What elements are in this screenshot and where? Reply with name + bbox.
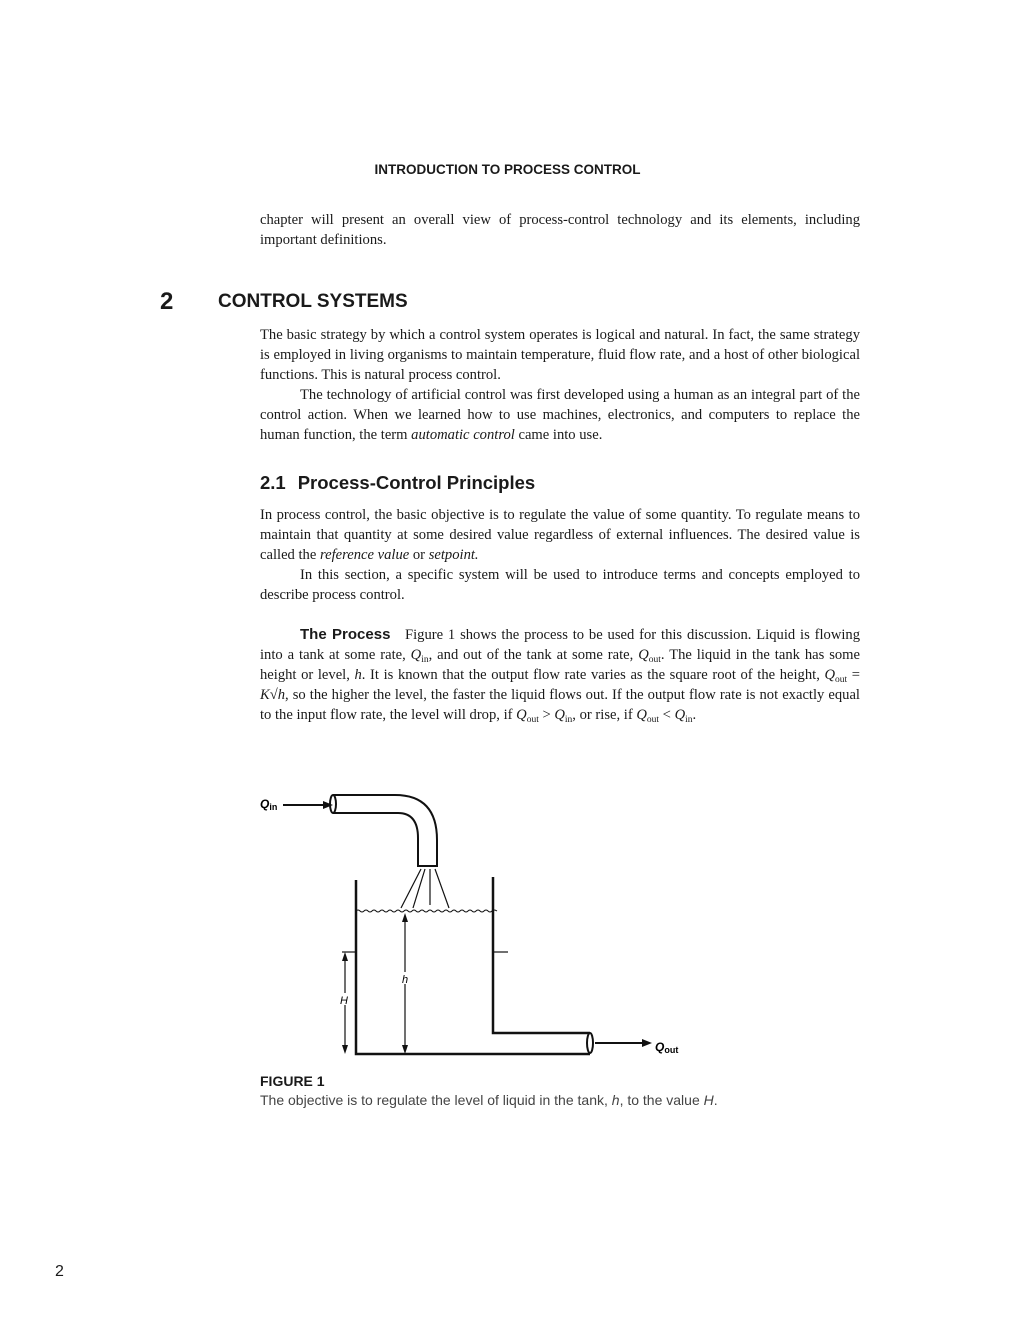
caption-text: h xyxy=(611,1092,620,1108)
text-run: In process control, the basic objective is to regulate the value of some quantity. To regulate means to maintain that quantity at some desired value regardless of external influences. The desired value is called the xyxy=(260,507,860,563)
caption-text: The objective is to regulate the level of liquid in the tank, xyxy=(260,1092,612,1108)
h-label: h xyxy=(402,974,409,986)
text-run: h xyxy=(277,687,286,703)
text-run: Figure 1 shows the process to be used for this discussion. Liquid is flowing into a tank at some rate, xyxy=(260,627,861,663)
text-run: came into use. xyxy=(514,427,603,443)
text-run: out xyxy=(526,715,539,725)
text-run: Q xyxy=(824,667,836,683)
outlet-pipe-end xyxy=(587,1033,593,1053)
text-run: √ xyxy=(269,687,278,703)
text-run: The technology of artificial control was first developed using a human as an integral part of the control action. When we learned how to use machines, electronics, and computers to replace the human function, the term xyxy=(260,387,860,443)
tank-left-wall-and-bottom xyxy=(356,880,590,1054)
liquid-surface xyxy=(356,910,497,912)
text-run: K xyxy=(260,687,270,703)
section-title: CONTROL SYSTEMS xyxy=(218,291,408,312)
text-run: Q xyxy=(674,707,686,723)
section-number: 2 xyxy=(160,288,174,315)
text-run: , and out of the tank at some rate, xyxy=(428,647,639,663)
run-in-heading: The Process xyxy=(300,626,391,643)
text-run: out xyxy=(648,655,661,665)
H-label: H xyxy=(340,995,348,1007)
text-run: chapter will present an overall view of process-control technology and its elements, including important definitions. xyxy=(260,212,860,248)
page-number: 2 xyxy=(55,1263,64,1280)
text-run: Q xyxy=(638,647,649,663)
text-run: The basic strategy by which a control system operates is logical and natural. In fact, the same strategy is employed in living organisms to maintain temperature, fluid flow rate, and a host of other biological functions. This is natural process control. xyxy=(260,327,860,383)
figure-caption xyxy=(260,1092,718,1108)
text-run: Q xyxy=(554,707,565,723)
text-run: Q xyxy=(410,647,422,663)
inlet-pipe-end xyxy=(330,795,336,813)
text-run: , or rise, if xyxy=(572,707,637,723)
running-head: INTRODUCTION TO PROCESS CONTROL xyxy=(374,162,641,177)
caption-text: H xyxy=(703,1092,714,1108)
text-run: . It is known that the output flow rate varies as the square root of the height, xyxy=(361,667,825,683)
inlet-pipe xyxy=(333,795,437,866)
q-out-label: Qout xyxy=(655,1040,679,1055)
subsection-number: 2.1 xyxy=(260,472,286,493)
text-run: setpoint. xyxy=(428,547,479,563)
arrowhead xyxy=(642,1039,652,1047)
tank-right-wall-and-outlet xyxy=(493,877,590,1033)
arrowhead xyxy=(323,801,333,809)
text-run: In this section, a specific system will be used to introduce terms and concepts employed to describe process control. xyxy=(260,567,860,603)
text-run: Q xyxy=(636,707,647,723)
text-run: out xyxy=(646,715,660,725)
text-run: in xyxy=(685,715,693,725)
text-run: . The liquid in the tank has some height or level, xyxy=(260,647,861,683)
text-run: out xyxy=(835,675,848,685)
text-run: or xyxy=(409,547,429,563)
text-run: , so the higher the level, the faster the liquid flows out. If the output flow rate is not exactly equal to the input flow rate, the level will drop, if xyxy=(260,687,860,723)
caption-text: , to the value xyxy=(619,1092,704,1108)
q-in-label: Qin xyxy=(260,797,278,812)
text-run: > xyxy=(538,707,555,723)
figure-label: FIGURE 1 xyxy=(260,1073,325,1089)
text-run: h xyxy=(354,667,362,683)
text-run: in xyxy=(421,655,429,665)
text-run: . xyxy=(692,707,697,723)
liquid-spray xyxy=(401,869,449,908)
subsection-title: Process-Control Principles xyxy=(297,472,536,493)
text-run: < xyxy=(659,707,675,723)
text-run: Q xyxy=(516,707,527,723)
text-run: automatic control xyxy=(411,427,515,443)
text-run: in xyxy=(564,715,573,725)
caption-text: . xyxy=(713,1092,718,1108)
text-run: reference value xyxy=(319,547,410,563)
text-run: = xyxy=(847,667,861,683)
